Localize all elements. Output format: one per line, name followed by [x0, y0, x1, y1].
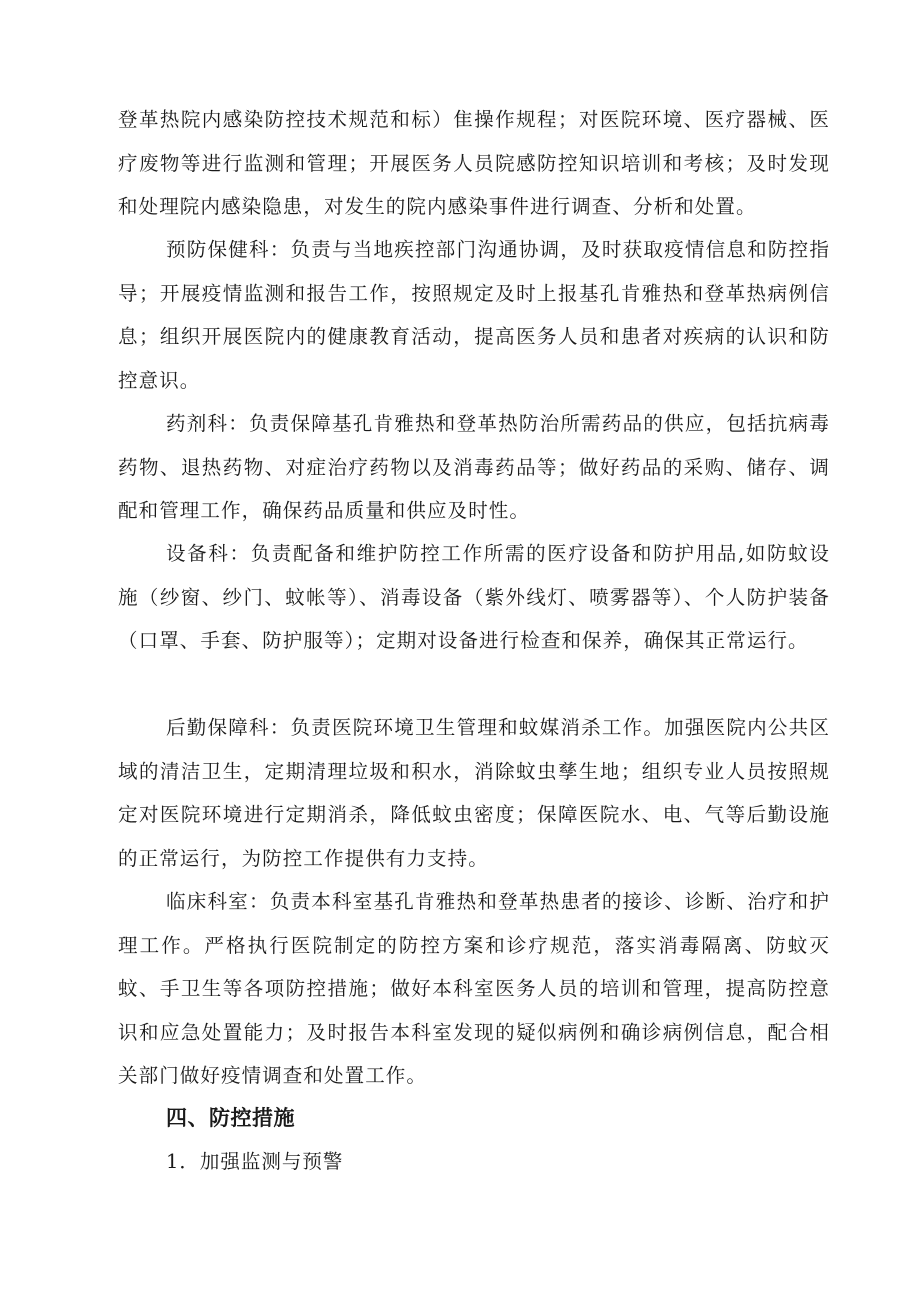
paragraph-infection-control: 登革热院内感染防控技术规范和标）隹操作规程；对医院环境、医疗器械、医疗废物等进行监测和管理；开展医务人员院感防控知识培训和考核；及时发现和处理院内感染隐患，对发生的院内感染事件进行调查、分析和处置。 [118, 108, 830, 218]
subsection-heading: 1．加强监测与预警 [166, 1150, 344, 1173]
paragraph-equipment: 设备科：负责配备和维护防控工作所需的医疗设备和防护用品,如防蚊设施（纱窗、纱门、蚊帐等）、消毒设备（紫外线灯、喷雾器等）、个人防护装备（口罩、手套、防护服等）；定期对设备进行检查和保养，确保其正常运行。 [118, 542, 830, 652]
paragraph-clinical: 临床科室：负责本科室基孔肯雅热和登革热患者的接诊、诊断、治疗和护理工作。严格执行医院制定的防控方案和诊疗规范，落实消毒隔离、防蚊灭蚊、手卫生等各项防控措施；做好本科室医务人员的培训和管理，提高防控意识和应急处置能力；及时报告本科室发现的疑似病例和确诊病例信息，配合相关部门做好疫情调查和处置工作。 [118, 890, 830, 1087]
section-heading: 四、防控措施 [166, 1106, 295, 1130]
paragraph-pharmacy: 药剂科：负责保障基孔肯雅热和登革热防治所需药品的供应，包括抗病毒药物、退热药物、对症治疗药物以及消毒药品等；做好药品的采购、储存、调配和管理工作，确保药品质量和供应及时性。 [118, 412, 830, 522]
paragraph-preventive-care: 预防保健科：负责与当地疾控部门沟通协调，及时获取疫情信息和防控指导；开展疫情监测和报告工作，按照规定及时上报基孔肯雅热和登革热病例信息；组织开展医院内的健康教育活动，提高医务人员和患者对疾病的认识和防控意识。 [118, 238, 830, 392]
paragraph-logistics: 后勤保障科：负责医院环境卫生管理和蚊媒消杀工作。加强医院内公共区域的清洁卫生，定期清理垃圾和积水，消除蚊虫孳生地；组织专业人员按照规定对医院环境进行定期消杀，降低蚊虫密度；保障医院水、电、气等后勤设施的正常运行，为防控工作提供有力支持。 [118, 716, 830, 870]
